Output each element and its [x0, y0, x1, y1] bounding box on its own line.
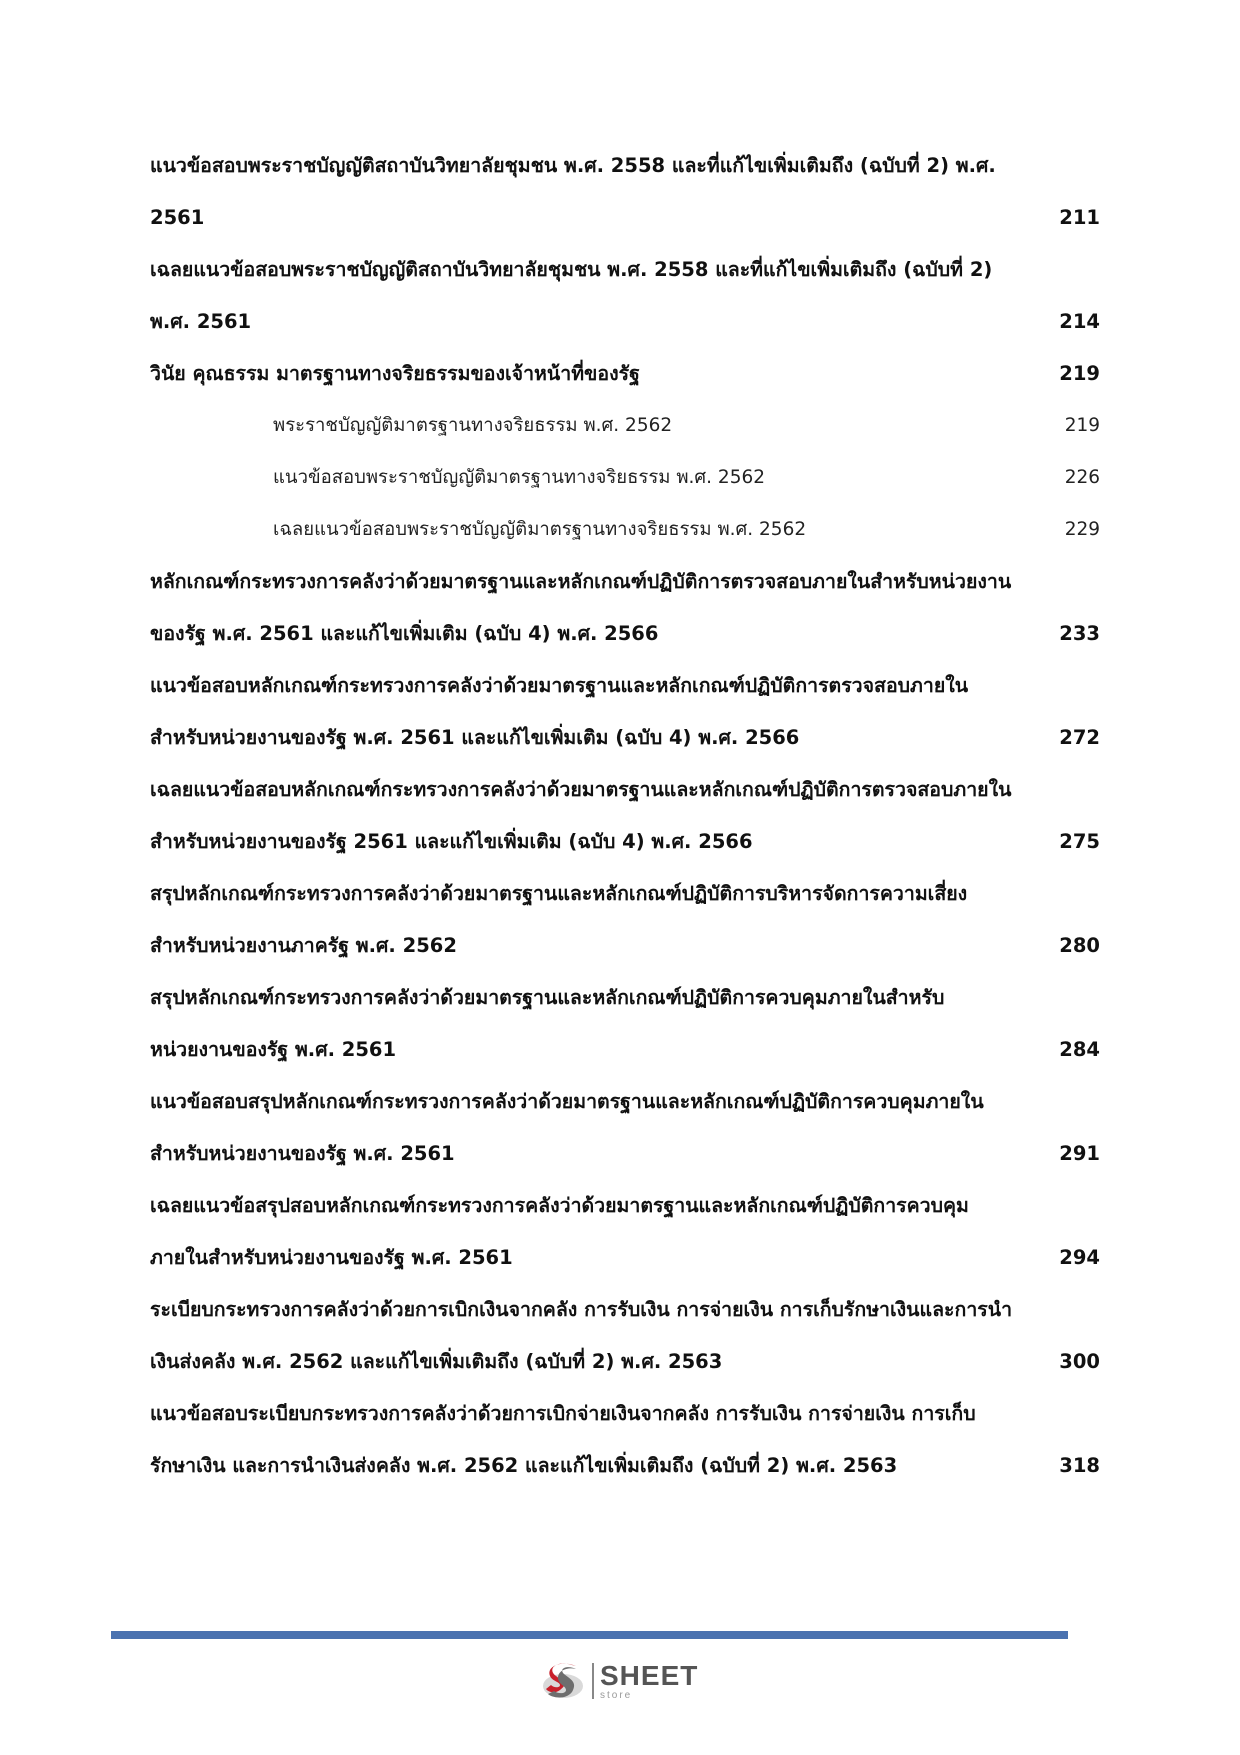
- toc-entry-title-line2: เงินส่งคลัง พ.ศ. 2562 และแก้ไขเพิ่มเติมถึง (ฉบับที่ 2) พ.ศ. 2563: [150, 1350, 723, 1373]
- toc-entry-title-line2: หน่วยงานของรัฐ พ.ศ. 2561: [150, 1038, 397, 1061]
- toc-entry[interactable]: [150, 244, 1100, 348]
- dot-leader: [676, 413, 1061, 432]
- dot-leader: [208, 205, 1055, 225]
- toc-entry-title-line1: แนวข้อสอบระเบียบกระทรวงการคลังว่าด้วยการเบิกจ่ายเงินจากคลัง การรับเงิน การจ่ายเงิน การเก็บ: [150, 1402, 976, 1425]
- toc-page-number: 294: [1059, 1246, 1100, 1269]
- logo-wordmark: [600, 1659, 699, 1701]
- toc-entry-title: เฉลยแนวข้อสอบพระราชบัญญัติมาตรฐานทางจริยธรรม พ.ศ. 2562: [273, 519, 807, 540]
- sheet-store-logo: [538, 1656, 708, 1706]
- toc-entry-title-line1: สรุปหลักเกณฑ์กระทรวงการคลังว่าด้วยมาตรฐานและหลักเกณฑ์ปฏิบัติการควบคุมภายในสำหรับ: [150, 986, 945, 1009]
- toc-entry[interactable]: [150, 764, 1100, 868]
- toc-entry[interactable]: [150, 1388, 1100, 1492]
- toc-entry-title-line1: ระเบียบกระทรวงการคลังว่าด้วยการเบิกเงินจากคลัง การรับเงิน การจ่ายเงิน การเก็บรักษาเงินและการนำ: [150, 1298, 1013, 1321]
- table-of-contents: [150, 140, 1100, 1492]
- dot-leader: [517, 1245, 1056, 1265]
- logo-separator: [592, 1663, 594, 1699]
- toc-entry[interactable]: [150, 1284, 1100, 1388]
- toc-entry-title-line1: เฉลยแนวข้อสอบหลักเกณฑ์กระทรวงการคลังว่าด้วยมาตรฐานและหลักเกณฑ์ปฏิบัติการตรวจสอบภายใน: [150, 778, 1012, 801]
- toc-entry-title-line1: แนวข้อสอบสรุปหลักเกณฑ์กระทรวงการคลังว่าด้วยมาตรฐานและหลักเกณฑ์ปฏิบัติการควบคุมภายใน: [150, 1090, 984, 1113]
- toc-entry[interactable]: [150, 140, 1100, 244]
- toc-page-number: 275: [1059, 830, 1100, 853]
- toc-entry-title-line1: เฉลยแนวข้อสรุปสอบหลักเกณฑ์กระทรวงการคลังว่าด้วยมาตรฐานและหลักเกณฑ์ปฏิบัติการควบคุม: [150, 1194, 969, 1217]
- toc-page-number: 300: [1059, 1350, 1100, 1373]
- dot-leader: [255, 309, 1055, 329]
- toc-entry-title-line1: แนวข้อสอบหลักเกณฑ์กระทรวงการคลังว่าด้วยมาตรฐานและหลักเกณฑ์ปฏิบัติการตรวจสอบภายใน: [150, 674, 969, 697]
- dot-leader: [662, 621, 1055, 641]
- toc-entry-title-line2: สำหรับหน่วยงานของรัฐ พ.ศ. 2561: [150, 1142, 455, 1165]
- dot-leader: [400, 1037, 1055, 1057]
- toc-entry-title: แนวข้อสอบพระราชบัญญัติมาตรฐานทางจริยธรรม พ.ศ. 2562: [273, 467, 766, 488]
- toc-page-number: 226: [1064, 467, 1100, 488]
- dot-leader: [803, 725, 1055, 745]
- dot-leader: [769, 465, 1061, 484]
- toc-entry-title-line2: ของรัฐ พ.ศ. 2561 และแก้ไขเพิ่มเติม (ฉบับ 4) พ.ศ. 2566: [150, 622, 659, 645]
- toc-entry-title-line2: สำหรับหน่วยงานภาครัฐ พ.ศ. 2562: [150, 934, 457, 957]
- toc-entry-title-line2: สำหรับหน่วยงานของรัฐ 2561 และแก้ไขเพิ่มเติม (ฉบับ 4) พ.ศ. 2566: [150, 830, 753, 853]
- toc-entry-title-line2: รักษาเงิน และการนำเงินส่งคลัง พ.ศ. 2562 และแก้ไขเพิ่มเติมถึง (ฉบับที่ 2) พ.ศ. 2563: [150, 1454, 898, 1477]
- toc-entry-title: พระราชบัญญัติมาตรฐานทางจริยธรรม พ.ศ. 2562: [273, 415, 673, 436]
- toc-subentry[interactable]: [150, 452, 1100, 504]
- toc-page-number: 211: [1059, 206, 1100, 229]
- dot-leader: [810, 517, 1061, 536]
- toc-page-number: 284: [1059, 1038, 1100, 1061]
- logo-s-icon: [538, 1656, 588, 1706]
- logo-main-text: SHEET: [600, 1659, 699, 1691]
- toc-page-number: 214: [1059, 310, 1100, 333]
- toc-entry-title-line2: พ.ศ. 2561: [150, 310, 252, 333]
- toc-subentry[interactable]: [150, 504, 1100, 556]
- footer-divider-bar: [111, 1631, 1068, 1639]
- toc-entry-title-line2: ภายในสำหรับหน่วยงานของรัฐ พ.ศ. 2561: [150, 1246, 513, 1269]
- dot-leader: [901, 1453, 1055, 1473]
- toc-entry-title-line2: 2561: [150, 206, 205, 229]
- toc-page-number: 318: [1059, 1454, 1100, 1477]
- toc-entry-title-line1: แนวข้อสอบพระราชบัญญัติสถาบันวิทยาลัยชุมชน พ.ศ. 2558 และที่แก้ไขเพิ่มเติมถึง (ฉบับที่ 2) พ.ศ.: [150, 154, 996, 177]
- dot-leader: [461, 933, 1055, 953]
- toc-entry-title-line1: หลักเกณฑ์กระทรวงการคลังว่าด้วยมาตรฐานและหลักเกณฑ์ปฏิบัติการตรวจสอบภายในสำหรับหน่วยงาน: [150, 570, 1012, 593]
- toc-entry[interactable]: [150, 972, 1100, 1076]
- toc-entry[interactable]: [150, 1180, 1100, 1284]
- toc-page-number: 233: [1059, 622, 1100, 645]
- logo-sub-text: store: [600, 1689, 633, 1701]
- toc-entry-title: วินัย คุณธรรม มาตรฐานทางจริยธรรมของเจ้าหน้าที่ของรัฐ: [150, 362, 640, 385]
- dot-leader: [459, 1141, 1056, 1161]
- toc-entry[interactable]: [150, 660, 1100, 764]
- toc-page-number: 229: [1064, 519, 1100, 540]
- toc-page-number: 280: [1059, 934, 1100, 957]
- dot-leader: [757, 829, 1056, 849]
- toc-entry[interactable]: [150, 556, 1100, 660]
- dot-leader: [726, 1349, 1055, 1369]
- toc-entry-title-line1: สรุปหลักเกณฑ์กระทรวงการคลังว่าด้วยมาตรฐานและหลักเกณฑ์ปฏิบัติการบริหารจัดการความเสี่ยง: [150, 882, 968, 905]
- toc-page-number: 291: [1059, 1142, 1100, 1165]
- toc-entry-title-line1: เฉลยแนวข้อสอบพระราชบัญญัติสถาบันวิทยาลัยชุมชน พ.ศ. 2558 และที่แก้ไขเพิ่มเติมถึง (ฉบับที่ 2): [150, 258, 993, 281]
- toc-entry[interactable]: [150, 1076, 1100, 1180]
- toc-subentry[interactable]: [150, 400, 1100, 452]
- toc-entry[interactable]: [150, 868, 1100, 972]
- toc-page-number: 219: [1059, 362, 1100, 385]
- toc-page-number: 272: [1059, 726, 1100, 749]
- toc-entry-title-line2: สำหรับหน่วยงานของรัฐ พ.ศ. 2561 และแก้ไขเพิ่มเติม (ฉบับ 4) พ.ศ. 2566: [150, 726, 800, 749]
- dot-leader: [644, 361, 1055, 381]
- toc-page-number: 219: [1064, 415, 1100, 436]
- toc-entry[interactable]: [150, 348, 1100, 400]
